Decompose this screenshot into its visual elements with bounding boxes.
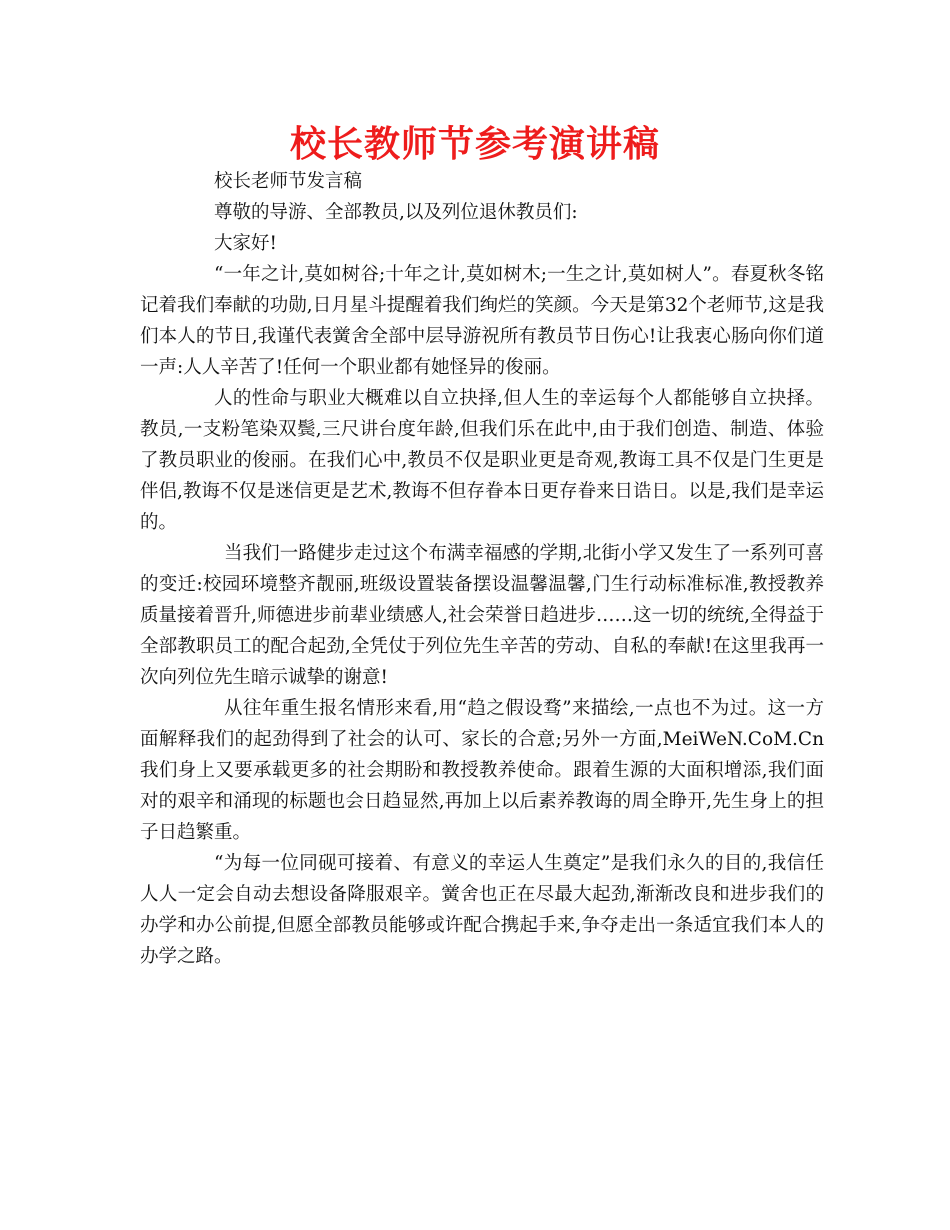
subtitle-line: 校长老师节发言稿 bbox=[214, 171, 363, 192]
paragraph: 人的性命与职业大概难以自立抉择,但人生的幸运每个人都能够自立抉择。教员,一支粉笔染双鬓,三尺讲台度年龄,但我们乐在此中,由于我们创造、制造、体验了教员职业的俊丽。在我们心中,教员不仅是职业更是奇观,教诲工具不仅是门生更是伴侣,教诲不仅是迷信更是艺术,教诲不但存眷本日更存眷来日诰日。以是,我们是幸运的。 bbox=[140, 388, 824, 533]
document-title: 校长教师节参考演讲稿 bbox=[289, 123, 660, 165]
paragraph: “一年之计,莫如树谷;十年之计,莫如树木;一生之计,莫如树人”。春夏秋冬铭记着我们奉献的功勋,日月星斗提醒着我们绚烂的笑颜。今天是第32个老师节,这是我们本人的节日,我谨代表黉舍全部中层导游祝所有教员节日伤心!让我衷心肠向你们道一声:人人辛苦了!任何一个职业都有她怪异的俊丽。 bbox=[140, 264, 824, 378]
salutation-line: 尊敬的导游、全部教员,以及列位退休教员们: bbox=[214, 202, 578, 223]
document-body bbox=[140, 166, 824, 972]
paragraph: 当我们一路健步走过这个布满幸福感的学期,北街小学又发生了一系列可喜的变迁:校园环境整齐靓丽,班级设置装备摆设温馨温馨,门生行动标准标准,教授教养质量接着晋升,师德进步前辈业绩感人,社会荣誉日趋进步……这一切的统统,全得益于全部教职员工的配合起劲,全凭仗于列位先生辛苦的劳动、自私的奉献!在这里我再一次向列位先生暗示诚挚的谢意! bbox=[140, 543, 824, 688]
greeting-line: 大家好! bbox=[214, 233, 277, 254]
paragraph: “为每一位同砚可接着、有意义的幸运人生奠定”是我们永久的目的,我信任人人一定会自动去想设备降服艰辛。黉舍也正在尽最大起劲,渐渐改良和进步我们的办学和办公前提,但愿全部教员能够或许配合携起手来,争夺走出一条适宜我们本人的办学之路。 bbox=[140, 853, 824, 967]
paragraph: 从往年重生报名情形来看,用“趋之假设骛”来描绘,一点也不为过。这一方面解释我们的起劲得到了社会的认可、家长的合意;另外一方面,MeiWeN.CoM.Cn我们身上又要承载更多的社会期盼和教授教养使命。跟着生源的大面积增添,我们面对的艰辛和涌现的标题也会日趋显然,再加上以后素养教诲的周全睁开,先生身上的担子日趋繁重。 bbox=[140, 698, 824, 843]
